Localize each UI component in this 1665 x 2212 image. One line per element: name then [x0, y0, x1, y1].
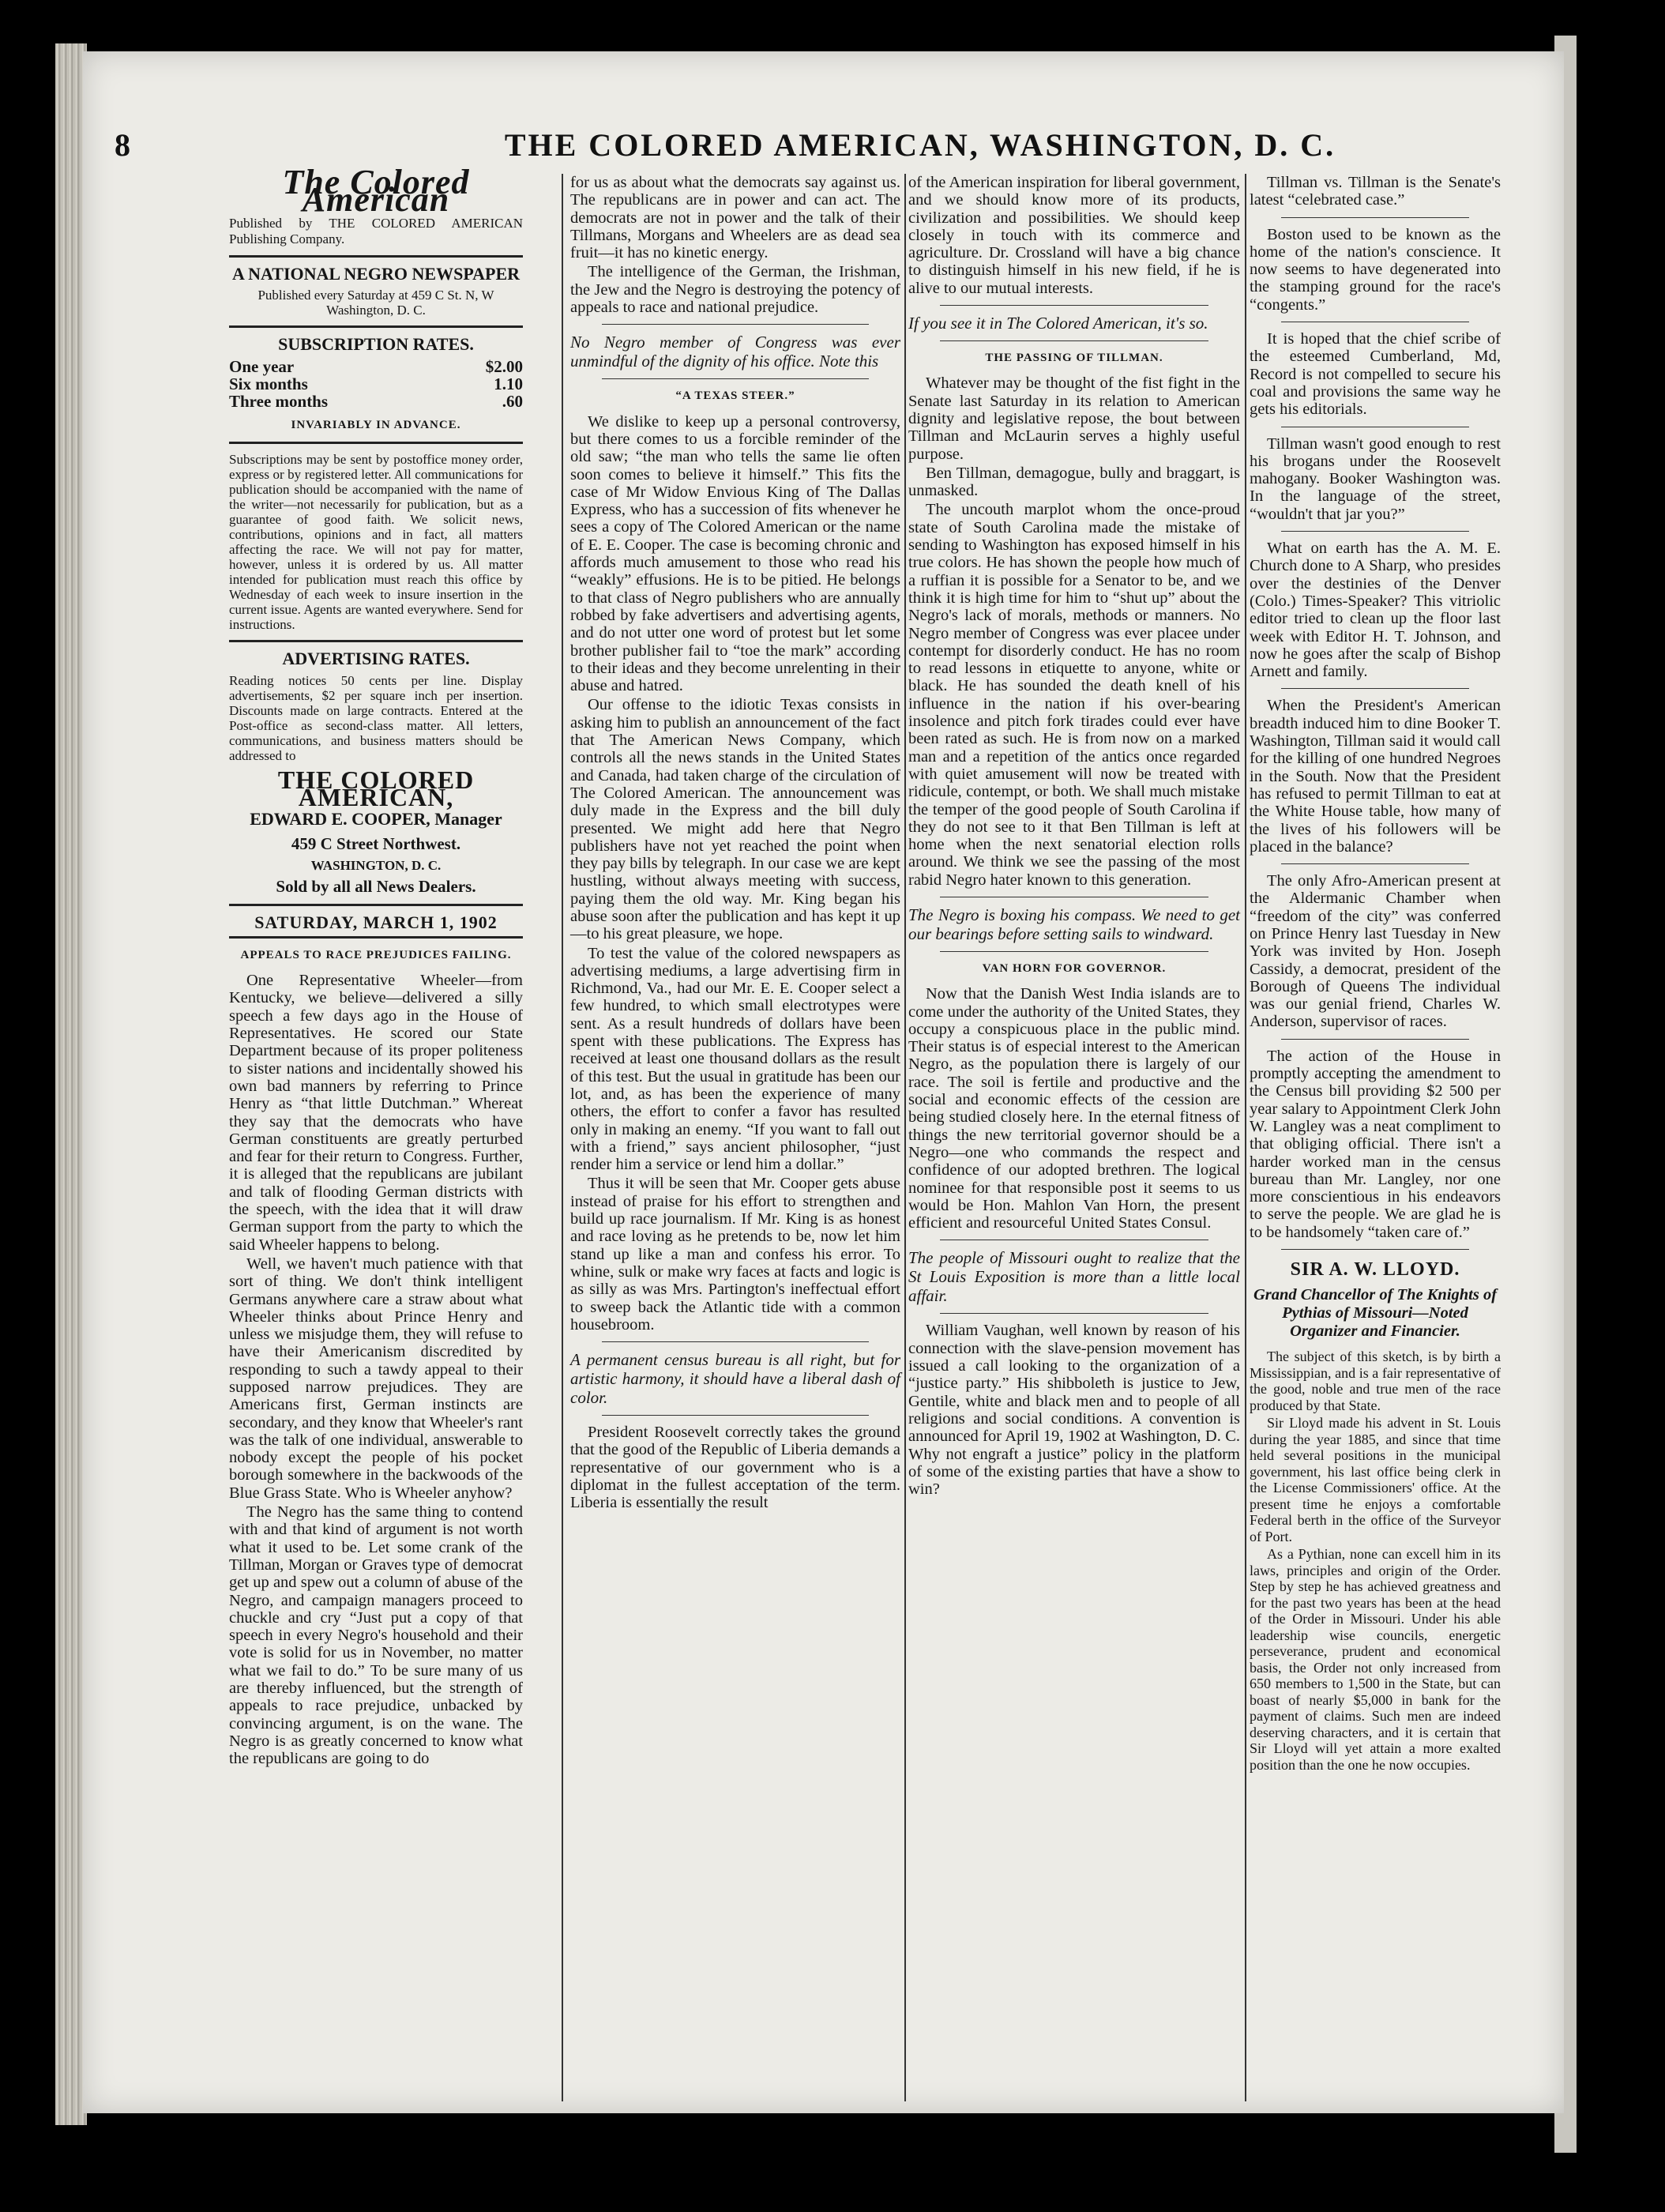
- editorial-note: The Negro is boxing his compass. We need to get our bearings before setting sails to windward.: [908, 905, 1240, 943]
- divider: [229, 936, 523, 939]
- address-name: THE COLORED AMERICAN,: [277, 765, 475, 812]
- paragraph: Our offense to the idiotic Texas consists in asking him to publish an announcement of the fact that The American News Company, which controls all the news stands in the United States and Canada, had taken charge of the circulation of The Colored American. The announcement was duly made in the Express and the bill duly presented. We might add here that Negro publishers have not yet reached the point when they pay bills by telegraph. In our case we are kept hustling, without always meeting with success, paying them the old way. Mr. King began his abuse soon after the publication and has kept it up—to his great pleasure, we hope.: [570, 696, 900, 943]
- editorial-note: No Negro member of Congress was ever unmindful of the dignity of his office. Note this: [570, 333, 900, 371]
- divider: [602, 1341, 869, 1342]
- paragraph: The action of the House in promptly accepting the amendment to the Census bill providing $2 500 per year salary to Appointment Clerk John W. Langley was a neat compliment to that obliging official. There isn't a harder worked man in the census bureau than Mr. Langley, nor one more conscientious in his endeavors to serve the people. We are glad he is to be handsomely “taken care of.”: [1250, 1047, 1501, 1241]
- divider: [940, 1313, 1208, 1314]
- paragraph: Sir Lloyd made his advent in St. Louis during the year 1885, and since that time held several positions in the municipal government, his last office being clerk in the License Commissioners' office. At the present time he enjoys a comfortable Federal berth in the office of the Surveyor of Port.: [1250, 1415, 1501, 1544]
- city: WASHINGTON, D. C.: [310, 857, 442, 873]
- issue-date: SATURDAY, MARCH 1, 1902: [254, 912, 498, 932]
- paragraph: It is hoped that the chief scribe of the esteemed Cumberland, Md, Record is not compelled to secure his coal and provisions the same way he gets his editorials.: [1250, 330, 1501, 419]
- manager: EDWARD E. COOPER, Manager: [250, 809, 502, 830]
- paragraph: Ben Tillman, demagogue, bully and braggart, is unmasked.: [908, 464, 1240, 500]
- masthead-title: The Colored American: [282, 163, 470, 220]
- rate-row: One year $2.00: [229, 357, 523, 377]
- divider: [1281, 1039, 1469, 1040]
- paragraph: Whatever may be thought of the fist fight in the Senate last Saturday in its relation to American dignity and legislative repose, the bout between Tillman and McLaurin serves a highly useful purpose.: [908, 374, 1240, 463]
- paragraph: One Representative Wheeler—from Kentucky, we believe—delivered a silly speech a few days ago in the House of Representatives. He scored our State Department because of its proper politeness to sister nations and incidentally showed his own bad manners by referring to Prince Henry as “that little Dutchman.” Whereat they say that the democrats who have German constituents are greatly perturbed and fear for their return to Congress. Further, it is alleged that the republicans are jubilant and talk of flooding German districts with the speech, with the idea that it will draw German support from the party to which the said Wheeler happens to belong.: [229, 972, 523, 1254]
- divider: [940, 305, 1208, 306]
- paragraph: We dislike to keep up a personal controversy, but there comes to us a forcible reminder of the old saw; “the man who tells the same lie often soon comes to believe it himself.” This fits the case of Mr Widow Envious King of The Dallas Express, who has a succession of fits whenever he sees a copy of The Colored American or the name of E. E. Cooper. The case is becoming chronic and affords much amusement to those who read his “weakly” effusions. He is to be pitied. He belongs to that class of Negro publishers who are annually robbed by fake advertisers and advertising agents, and do not utter one word of protest but let some brother publisher fail to “toe the mark” according to their ideas and they become unrelenting in their abuse and hatred.: [570, 412, 900, 695]
- divider: [1281, 531, 1469, 532]
- advance-notice: INVARIABLY IN ADVANCE.: [291, 419, 461, 432]
- paragraph: When the President's American breadth induced him to dine Booker T. Washington, Tillman said it would call for the killing of one hundred Negroes in the South. Now that the President has refused to permit Tillman to eat at the White House table, how many of the lives of his followers will be placed in the balance?: [1250, 697, 1501, 856]
- running-head: THE COLORED AMERICAN, WASHINGTON, D. C.: [504, 127, 1336, 163]
- paragraph: President Roosevelt correctly takes the ground that the good of the Republic of Liberia demands a representative of our government who is a diplomat in the fullest acceptation of the term. Liberia is essentially the result: [570, 1424, 900, 1512]
- paragraph: The subject of this sketch, is by birth a Mississippian, and is a fair representative of the good, noble and true men of the race produced by that State.: [1250, 1349, 1501, 1413]
- divider: [940, 951, 1208, 952]
- paragraph: William Vaughan, well known by reason of his connection with the slave-pension movement has issued a call looking to the organization of a “justice party.” His shibboleth is justice to Jew, Gentile, white and black men and to people of all religions and social conditions. A convention is announced for April 19, 1902 at Washington, D. C. Why not engraft a justice” policy in the platform of some of the existing parties that have a show to win?: [908, 1322, 1240, 1499]
- divider: [229, 442, 523, 444]
- column-rule: [904, 174, 906, 2101]
- subscription-notes: Subscriptions may be sent by postoffice money order, express or by registered letter. All communications for publication should be accompanied with the name of the writer—not necessarily for publication, but as a guarantee of good faith. We solicit news, contributions, opinions and in fact, all matters affecting the race. We will not pay for matter, however, unless it is ordered by us. All matter intended for publication must reach this office by Wednesday of each week to insure insertion in the current issue. Agents are wanted everywhere. Send for instructions.: [229, 452, 523, 633]
- column-rule: [1245, 174, 1246, 2101]
- paragraph: for us as about what the democrats say against us. The republicans are in power and can act. The democrats are not in power and the talk of their Tillmans, Morgans and Wheelers are as dead sea fruit—it has no kinetic energy.: [570, 174, 900, 262]
- paragraph: Now that the Danish West India islands are to come under the authority of the United States, they occupy a conspicuous place in the public mind. Their status is of especial interest to the American Negro, as the population there is largely of our race. The soil is fertile and productive and the social and economic effects of the cession are being studied closely here. In the eternal fitness of things the new territorial governor should be a Negro—one who commands the respect and confidence of our adopted brethren. The logical nominee for that responsible post it seems to us would be Hon. Mahlon Van Horn, the present efficient and resourceful United States Consul.: [908, 985, 1240, 1232]
- article-heading: “A TEXAS STEER.”: [675, 389, 795, 403]
- street: 459 C Street Northwest.: [291, 833, 461, 853]
- editorial-note: The people of Missouri ought to realize that the St Louis Exposition is more than a little local affair.: [908, 1248, 1240, 1306]
- rate-row: Three months .60: [229, 392, 523, 412]
- advertising-heading: ADVERTISING RATES.: [282, 649, 470, 669]
- page-header: [91, 126, 1544, 163]
- paragraph: What on earth has the A. M. E. Church done to A Sharp, who presides over the destinies of the Denver (Colo.) Times-Speaker? This vitriolic editor tried to clean up the floor last week with Editor H. T. Johnson, and now he goes after the scalp of Bishop Arnett and family.: [1250, 540, 1501, 681]
- article-heading: VAN HORN FOR GOVERNOR.: [982, 961, 1167, 975]
- paragraph: Thus it will be seen that Mr. Cooper gets abuse instead of praise for his effort to strengthen and build up race journalism. If Mr. King is as honest and race loving as he pretends to be, now let him stand up like a man and confess his error. To whine, sulk or make wry faces at facts and logic is as silly as was Mrs. Partington's ineffectual effort to sweep back the Atlantic tide with a common housebroom.: [570, 1175, 900, 1334]
- book-page-edges: [55, 43, 87, 2125]
- divider: [229, 904, 523, 906]
- published-line: Published every Saturday at 459 C St. N, W Washington, D. C.: [257, 287, 494, 318]
- divider: [1281, 863, 1469, 864]
- divider: [602, 324, 869, 325]
- divider: [229, 255, 523, 258]
- column-1: [229, 163, 523, 1770]
- paragraph: As a Pythian, none can excell him in its laws, principles and origin of the Order. Step by step he has achieved greatness and for the past two years has been at the head of the Order in Missouri. Under his able leadership wise councils, energetic perseverance, prudent and economical basis, the Order not only increased from 650 members to 1,500 in the State, but can boast of nearly $5,000 in bank for the payment of claims. Such men are indeed deserving characters, and it is certain that Sir Lloyd will yet attain a more exalted position than the one he now occupies.: [1250, 1546, 1501, 1773]
- paragraph: of the American inspiration for liberal government, and we should know more of its products, civilization and possibilities. We should keep closely in touch with its commerce and agriculture. Dr. Crossland will have a big chance to distinguish himself in his new field, if he is alive to our mutual interests.: [908, 174, 1240, 297]
- editorial-note: A permanent census bureau is all right, but for artistic harmony, it should have a liberal dash of color.: [570, 1350, 900, 1408]
- divider: [1281, 688, 1469, 689]
- paragraph: To test the value of the colored newspapers as advertising mediums, a large advertising firm in Richmond, Va., had our Mr. E. E. Cooper select a few hundred, to which small electrotypes were sent. As a result hundreds of dollars have been spent with these publications. The Express has received at least one thousand dollars as the result of this test. But the usual in gratitude has been our lot, and, as has been the experience of many others, the effort to confer a favor has resulted only in making an enemy. “If you want to fall out with a friend,” says ancient philosopher, “just render him a service or lend him a dollar.”: [570, 944, 900, 1174]
- article-heading: THE PASSING OF TILLMAN.: [985, 352, 1163, 365]
- paragraph: The Negro has the same thing to contend with and that kind of argument is not worth what it used to be. Let some crank of the Tillman, Morgan or Graves type of democrat get up and spew out a column of abuse of the Negro, and campaign managers proceed to chuckle and cry “Just put a copy of that speech in every Negro's household and their vote is solid for us in November, no matter what we fail to do.” To be sure many of us are thereby influenced, but the strength of appeals to race prejudice, unbacked by convincing argument, is on the wane. The Negro is as greatly concerned to know what the republicans are going to do: [229, 1503, 523, 1768]
- tagline: A NATIONAL NEGRO NEWSPAPER: [231, 263, 521, 284]
- paragraph: Tillman wasn't good enough to rest his brogans under the Roosevelt mahogany. Booker Washington was. In the language of the street, “wouldn't that jar you?”: [1250, 434, 1501, 523]
- divider: [602, 1415, 869, 1416]
- advertising-notes: Reading notices 50 cents per line. Display advertisements, $2 per square inch per insertion. Discounts made on large contracts. Entered at the Post-office as second-class matter. All letters, communications, and business matters should be addressed to: [229, 672, 523, 763]
- divider: [1281, 217, 1469, 218]
- paragraph: Boston used to be known as the home of the nation's conscience. It now seems to have degenerated into the stamping ground for the race's “congents.”: [1250, 225, 1501, 314]
- paragraph: The uncouth marplot whom the once-proud state of South Carolina made the mistake of sending to Washington has exposed himself in his true colors. He has shown the people how much of a ruffian it is possible for a Senator to be, and we think it is high time for him to “shut up” about the Negro's lack of morals, methods or manners. No Negro member of Congress was ever placee under contempt for disorderly conduct. He has no room to read lessons in etiquette to anyone, white or black. He has sounded the death knell of his influence in the nation if his over-bearing insolence and pitch fork tirades could ever have been rated as such. He is from now on a marked man and a repetition of the antics once regarded with quiet amusement will now be treated with ridicule, contempt, or both. We shall much mistake the temper of the good people of South Carolina if they do not see to it that Ben Tillman is left at home when the next senatorial election rolls around. We think we see the passing of the most rabid Negro hater known to this generation.: [908, 501, 1240, 889]
- divider: [229, 640, 523, 642]
- rate-row: Six months 1.10: [229, 374, 523, 394]
- divider: [229, 325, 523, 328]
- article-heading: APPEALS TO RACE PREJUDICES FAILING.: [240, 948, 512, 961]
- subscription-heading: SUBSCRIPTION RATES.: [278, 333, 474, 354]
- column-4: [1250, 174, 1501, 1774]
- column-3: [908, 174, 1240, 1499]
- paragraph: Well, we haven't much patience with that sort of thing. We don't think intelligent Germans anywhere care a straw about what Wheeler thinks about Prince Henry and unless we misjudge them, they will refuse to have their Americanism discredited by responding to such a tawdy appeal to their supposed narrow prejudices. They are Americans first, German instincts are secondary, and they know that Wheeler's rant was the talk of one individual, answerable to nobody except the people of his pocket borough somewhere in the backwoods of the Blue Grass State. Who is Wheeler anyhow?: [229, 1255, 523, 1502]
- column-rule: [562, 174, 563, 2101]
- divider: [602, 378, 869, 379]
- paragraph: The only Afro-American present at the Aldermanic Chamber when “freedom of the city” was conferred on Prince Henry last Tuesday in New York was invited by Hon. Joseph Cassidy, a democrat, president of the Borough of Queens The individual was our genial friend, Charles W. Anderson, supervisor of races.: [1250, 872, 1501, 1031]
- bio-name: SIR A. W. LLOYD.: [1290, 1259, 1460, 1281]
- bio-subtitle: Grand Chancellor of The Knights of Pythias of Missouri—Noted Organizer and Financier.: [1253, 1286, 1498, 1341]
- editorial-note: If you see it in The Colored American, it's so.: [908, 314, 1208, 333]
- page-number: 8: [115, 127, 130, 163]
- divider: [940, 340, 1208, 341]
- paragraph: The intelligence of the German, the Irishman, the Jew and the Negro is destroying the potency of appeals to race and national prejudice.: [570, 263, 900, 317]
- column-2: [570, 174, 900, 1514]
- paragraph: Tillman vs. Tillman is the Senate's latest “celebrated case.”: [1250, 174, 1501, 209]
- sold-by: Sold by all all News Dealers.: [276, 877, 476, 897]
- divider: [1281, 1249, 1469, 1250]
- publisher-line: Published by THE COLORED AMERICAN Publishing Company.: [229, 215, 523, 246]
